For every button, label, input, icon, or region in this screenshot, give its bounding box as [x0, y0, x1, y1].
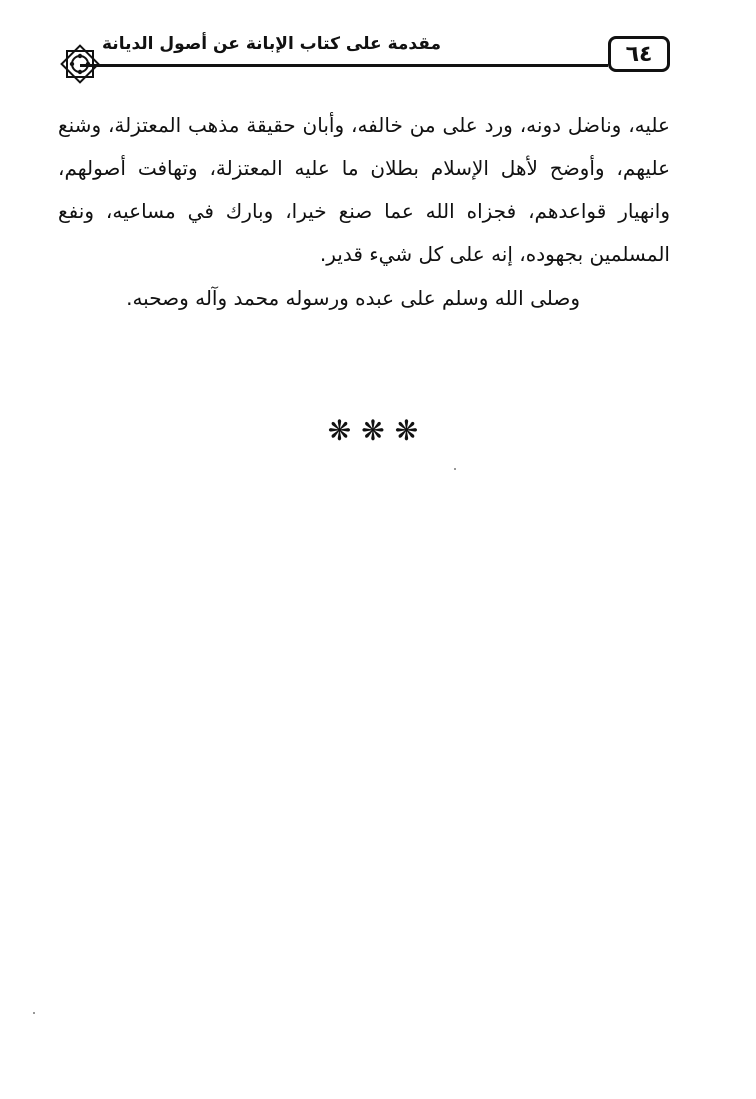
scan-speck	[33, 1012, 35, 1014]
page-header	[58, 26, 670, 84]
page-number: ٦٤	[608, 36, 670, 72]
body-text	[58, 104, 670, 276]
paragraph: عليه، وناضل دونه، ورد على من خالفه، وأبان حقيقة مذهب المعتزلة، وشنع عليهم، وأوضح لأهل الإسلام بطلان ما عليه المعتزلة، وتهافت أصولهم، وانهيار قواعدهم، فجزاه الله عما صنع خيرا، وبارك في مساعيه، ونفع المسلمين بجهوده، إنه على كل شيء قدير.	[58, 113, 670, 266]
header-rule	[80, 64, 608, 67]
asterism-separator: ❋❋❋	[327, 414, 429, 447]
closing-line: وصلى الله وسلم على عبده ورسوله محمد وآله وصحبه.	[126, 286, 580, 310]
running-header-title: مقدمة على كتاب الإبانة عن أصول الديانة	[102, 34, 441, 54]
scan-speck	[454, 468, 456, 470]
